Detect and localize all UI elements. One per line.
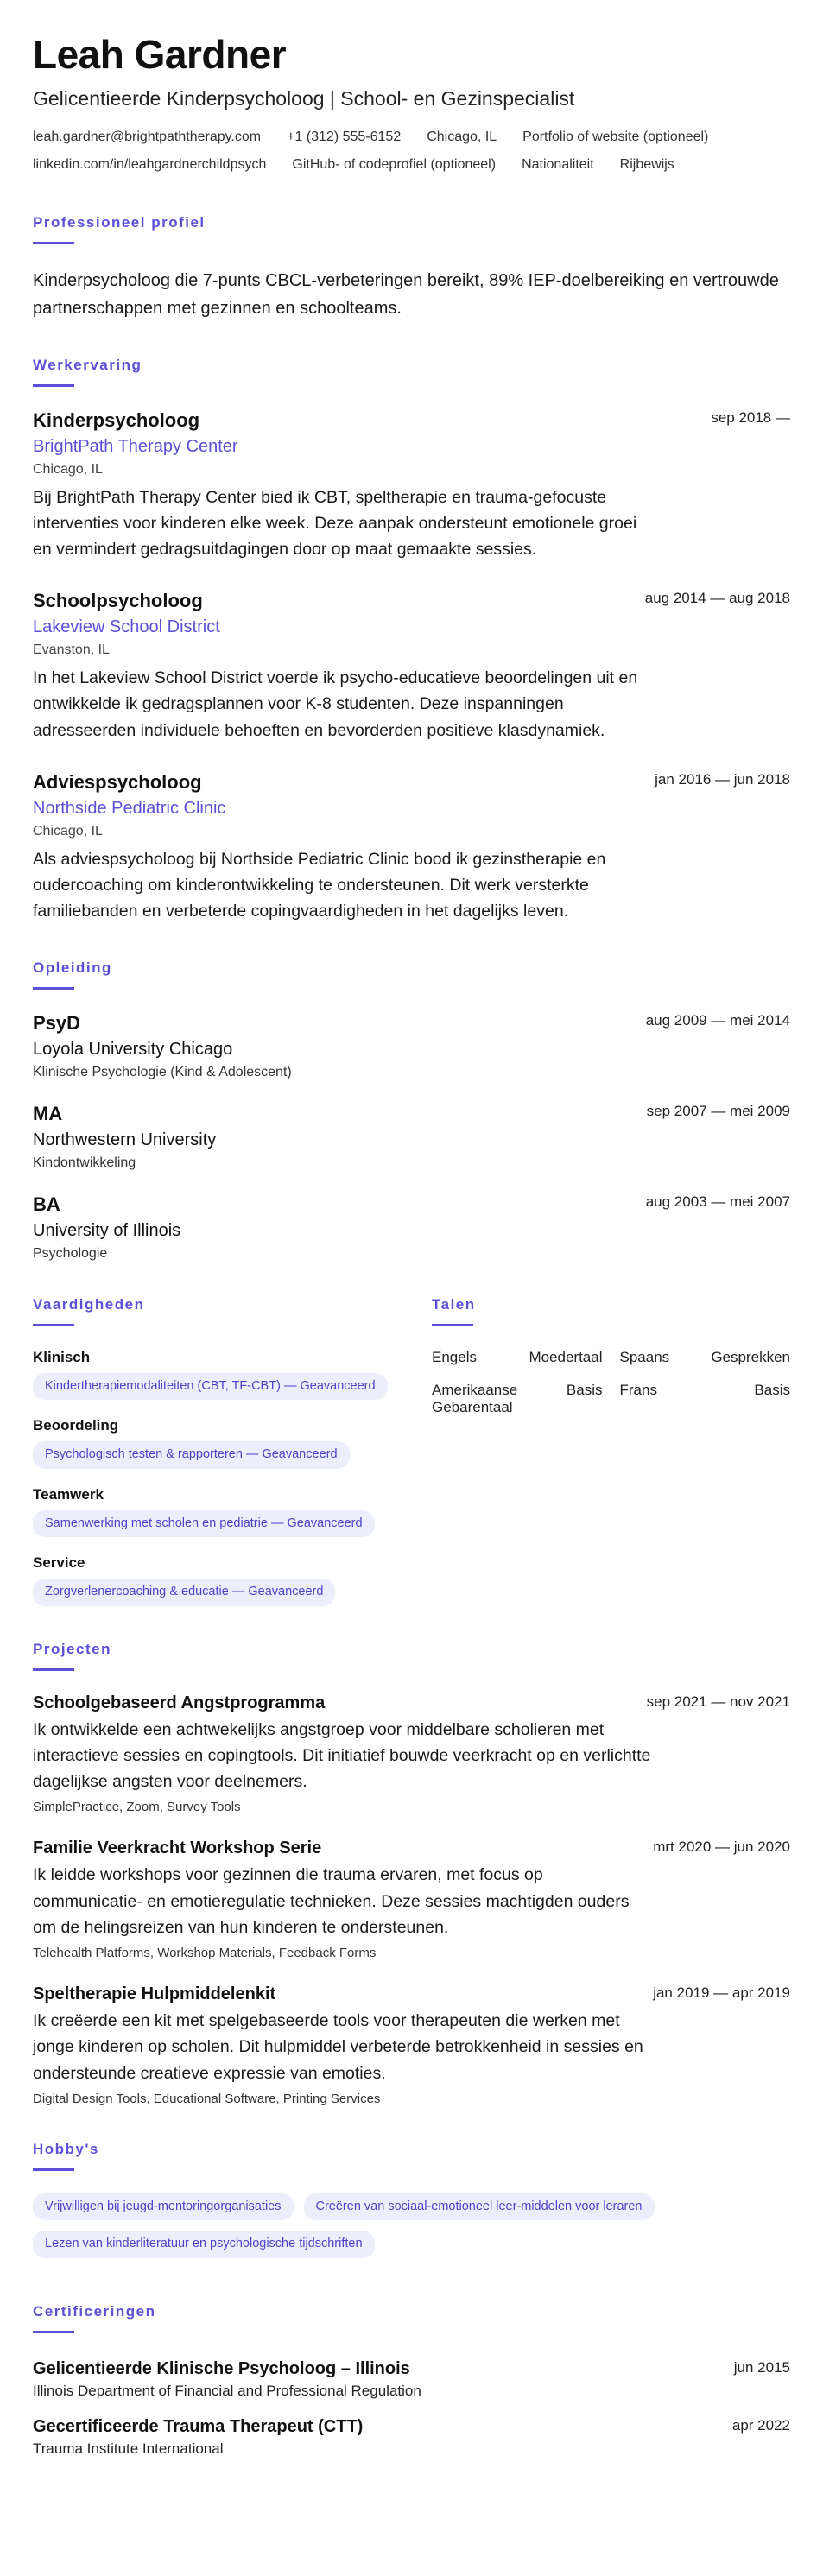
education-dates: aug 2009 — mei 2014	[645, 1011, 790, 1029]
contact-location: Chicago, IL	[427, 129, 497, 144]
language-name: Frans	[619, 1381, 657, 1398]
language-name: Spaans	[619, 1348, 670, 1365]
section-title: Opleiding	[33, 959, 112, 976]
job-description: Bij BrightPath Therapy Center bied ik CBT, speltherapie en trauma-gefocuste interventies voor kinderen elke week. Deze aanpak ondersteunt emotionele groei en vermindert gedragsuitdagingen door op maat gemaakte sessies.	[33, 487, 637, 560]
project-dates: mrt 2020 — jun 2020	[653, 1839, 790, 1856]
language-item	[432, 1349, 603, 1366]
education-section	[33, 959, 790, 1262]
experience-item	[33, 771, 790, 925]
project-tools: SimplePractice, Zoom, Survey Tools	[33, 1800, 241, 1815]
section-title: Werkervaring	[33, 356, 142, 373]
experience-item	[33, 409, 790, 563]
language-level: Basis	[754, 1381, 790, 1398]
section-title: Vaardigheden	[33, 1295, 145, 1313]
section-divider	[33, 2168, 74, 2171]
section-title: Hobby's	[33, 2140, 99, 2157]
degree: BA	[33, 1193, 60, 1215]
project-description: Ik ontwikkelde een achtwekelijks angstgroep voor middelbare scholieren met interactieve sessies en copingtools. Dit initiatief bouwde veerkracht op en verlichtte dagelijkse angsten voor deelnemers.	[33, 1719, 651, 1792]
experience-item	[33, 590, 790, 744]
section-divider	[33, 1324, 74, 1326]
project-tools: Digital Design Tools, Educational Software, Printing Services	[33, 2091, 381, 2106]
section-divider	[33, 1668, 74, 1671]
contact-nationality: Nationaliteit	[522, 156, 594, 172]
project-description: Ik creëerde een kit met spelgebaseerde tools voor therapeuten die werken met jonge kinderen op scholen. Dit hulpmiddel verbeterde betrokkenheid in sessies en ondersteunde creatieve expressie van emoties.	[33, 2011, 643, 2083]
languages-section	[432, 1296, 790, 1606]
project-name: Schoolgebaseerd Angstprogramma	[33, 1693, 326, 1712]
skill-category: Beoordeling	[33, 1417, 119, 1434]
project-name: Speltherapie Hulpmiddelenkit	[33, 1984, 276, 2004]
job-description: In het Lakeview School District voerde ik psycho-educatieve beoordelingen uit en ontwikkelde ik gedragsplannen voor K-8 studenten. Deze inspanningen adresseerden individuele behoeften en bevorderden positieve klasdynamiek.	[33, 668, 638, 740]
school-name: University of Illinois	[33, 1220, 181, 1240]
job-title: Adviespsycholoog	[33, 770, 202, 793]
certifications-section	[33, 2303, 790, 2458]
job-title: Kinderpsycholoog	[33, 408, 200, 431]
skill-group	[33, 1417, 432, 1469]
certification-name: Gecertificeerde Trauma Therapeut (CTT)	[33, 2416, 364, 2436]
skill-tag: Kindertherapiemodaliteiten (CBT, TF-CBT) — Geavanceerd	[33, 1373, 388, 1401]
employer-name: BrightPath Therapy Center	[33, 436, 238, 456]
language-item	[620, 1349, 791, 1366]
education-dates: sep 2007 — mei 2009	[646, 1102, 790, 1119]
school-name: Loyola University Chicago	[33, 1039, 233, 1059]
education-item	[33, 1103, 790, 1171]
skill-category: Service	[33, 1554, 85, 1572]
skill-category: Klinisch	[33, 1348, 91, 1365]
contact-github[interactable]: GitHub- of codeprofiel (optioneel)	[292, 156, 497, 172]
job-location: Chicago, IL	[33, 823, 103, 839]
language-name: Amerikaanse Gebarentaal	[432, 1381, 518, 1415]
section-divider	[33, 2331, 74, 2333]
job-location: Evanston, IL	[33, 642, 110, 658]
language-name: Engels	[432, 1348, 477, 1365]
project-tools: Telehealth Platforms, Workshop Materials, Feedback Forms	[33, 1946, 377, 1961]
hobby-tag: Creëren van sociaal-emotioneel leer-middelen voor leraren	[304, 2193, 655, 2221]
project-dates: sep 2021 — nov 2021	[646, 1693, 790, 1710]
section-title: Certificeringen	[33, 2302, 156, 2320]
job-dates: jan 2016 — jun 2018	[655, 770, 790, 788]
job-dates: sep 2018 —	[711, 408, 790, 426]
skill-group	[33, 1349, 432, 1401]
field-of-study: Psychologie	[33, 1245, 108, 1261]
hobby-tag: Lezen van kinderliteratuur en psychologische tijdschriften	[33, 2231, 375, 2258]
education-item	[33, 1193, 790, 1262]
education-item	[33, 1012, 790, 1080]
degree: MA	[33, 1102, 63, 1124]
skill-category: Teamwerk	[33, 1485, 104, 1503]
hobby-tag: Vrijwilligen bij jeugd-mentoringorganisaties	[33, 2193, 294, 2221]
hobby-list	[33, 2193, 724, 2269]
certification-issuer: Illinois Department of Financial and Professional Regulation	[33, 2382, 421, 2399]
employer-name: Northside Pediatric Clinic	[33, 798, 226, 818]
project-item	[33, 1839, 790, 1960]
certification-item	[33, 2417, 790, 2458]
contact-list	[33, 130, 790, 185]
certification-name: Gelicentieerde Klinische Psycholoog – Illinois	[33, 2358, 410, 2378]
language-list	[432, 1349, 790, 1416]
contact-portfolio[interactable]: Portfolio of website (optioneel)	[522, 129, 709, 144]
candidate-headline: Gelicentieerde Kinderpsycholoog | School- en Gezinspecialist	[33, 86, 575, 110]
language-item	[432, 1382, 603, 1416]
job-location: Chicago, IL	[33, 461, 103, 477]
field-of-study: Kindontwikkeling	[33, 1155, 136, 1170]
section-title: Talen	[432, 1295, 476, 1313]
projects-section	[33, 1641, 790, 2106]
section-title: Projecten	[33, 1640, 111, 1657]
school-name: Northwestern University	[33, 1130, 217, 1149]
skill-tag: Psychologisch testen & rapporteren — Geavanceerd	[33, 1441, 350, 1469]
profile-summary: Kinderpsycholoog die 7-punts CBCL-verbeteringen bereikt, 89% IEP-doelbereiking en vertrouwde partnerschappen met gezinnen en schoolteams.	[33, 270, 779, 318]
skill-tag: Zorgverlenercoaching & educatie — Geavanceerd	[33, 1579, 335, 1606]
candidate-name: Leah Gardner	[33, 32, 287, 77]
employer-name: Lakeview School District	[33, 617, 220, 637]
certification-issuer: Trauma Institute International	[33, 2440, 224, 2457]
section-divider	[33, 987, 74, 990]
skills-section	[33, 1296, 432, 1606]
job-description: Als adviespsycholoog bij Northside Pediatric Clinic bood ik gezinstherapie en oudercoaching om kinderontwikkeling te ondersteunen. Dit werk versterkte familiebanden en verbeterde copingvaardigheden in het dagelijks leven.	[33, 849, 606, 921]
resume-header	[33, 33, 790, 185]
skills-languages-row	[33, 1296, 790, 1606]
project-item	[33, 1984, 790, 2106]
project-description: Ik leidde workshops voor gezinnen die trauma ervaren, met focus op communicatie- en emotieregulatie technieken. Deze sessies machtigden ouders om de helingsreizen van hun kinderen te ondersteunen.	[33, 1865, 630, 1937]
language-level: Moedertaal	[529, 1348, 603, 1365]
hobbies-section	[33, 2141, 790, 2269]
contact-email[interactable]: leah.gardner@brightpaththerapy.com	[33, 129, 262, 144]
skill-group	[33, 1554, 432, 1606]
job-dates: aug 2014 — aug 2018	[644, 590, 790, 607]
certification-item	[33, 2359, 790, 2400]
contact-license: Rijbewijs	[619, 156, 674, 172]
section-title: Professioneel profiel	[33, 213, 206, 231]
skill-tag: Samenwerking met scholen en pediatrie — Geavanceerd	[33, 1510, 375, 1538]
section-divider	[33, 384, 74, 387]
skill-group	[33, 1486, 432, 1538]
language-level: Basis	[566, 1381, 603, 1398]
section-divider	[33, 242, 74, 244]
language-level: Gesprekken	[711, 1348, 790, 1365]
contact-linkedin[interactable]: linkedin.com/in/leahgardnerchildpsych	[33, 156, 267, 172]
education-dates: aug 2003 — mei 2007	[645, 1193, 790, 1210]
certification-date: jun 2015	[733, 2358, 790, 2376]
profile-section	[33, 214, 790, 322]
certification-date: apr 2022	[731, 2416, 790, 2434]
section-divider	[432, 1324, 473, 1326]
project-item	[33, 1693, 790, 1815]
project-name: Familie Veerkracht Workshop Serie	[33, 1839, 322, 1858]
language-item	[620, 1382, 791, 1416]
experience-section	[33, 357, 790, 925]
field-of-study: Klinische Psychologie (Kind & Adolescent)	[33, 1064, 292, 1079]
job-title: Schoolpsycholoog	[33, 590, 203, 612]
degree: PsyD	[33, 1011, 81, 1034]
project-dates: jan 2019 — apr 2019	[653, 1984, 790, 2002]
contact-phone[interactable]: +1 (312) 555-6152	[287, 129, 402, 144]
